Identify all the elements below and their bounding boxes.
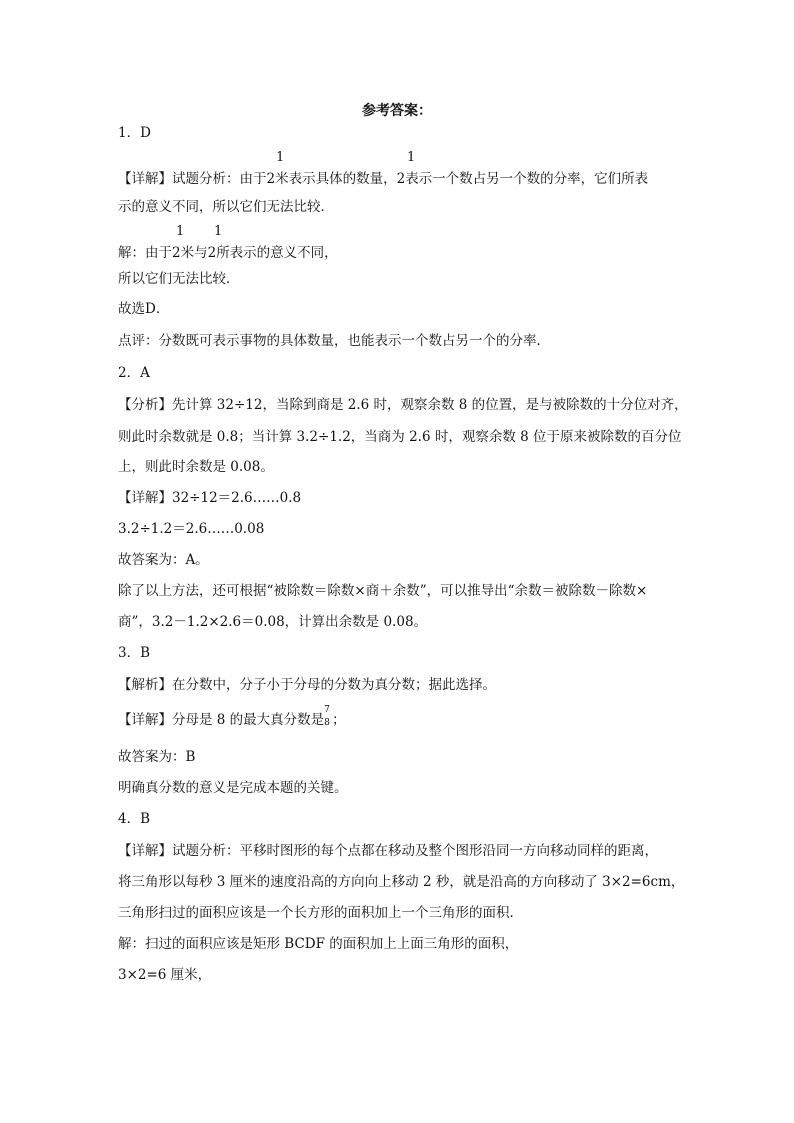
q2-number: 2．A: [118, 365, 150, 381]
q1-seg5: 米与: [180, 245, 208, 261]
answer-title: 参考答案：: [362, 103, 432, 119]
q1-number: 1．D: [118, 125, 151, 141]
q3-analysis: 【解析】在分数中，分子小于分母的分数为真分数；据此选择。: [118, 677, 496, 693]
q4-detail-line2: 将三角形以每秒 3 厘米的速度沿高的方向向上移动 2 秒，就是沿高的方向移动了 3×2=6cm，: [118, 874, 685, 890]
q1-fraction3-denominator: 2: [172, 245, 181, 261]
q1-seg3: 表示一个数占另一个数的分率，它们所表: [405, 171, 649, 187]
q2-analysis-line3: 上，则此时余数是 0.08。: [118, 459, 274, 475]
q1-solution-line1: [118, 244, 338, 262]
q3-fraction: [324, 705, 332, 729]
q1-detail-line1: [118, 170, 648, 188]
q1-seg6: 所表示的意义不同，: [216, 245, 338, 261]
q1-seg2: 米表示具体的数量，: [275, 171, 397, 187]
q2-extra-line1: 除了以上方法，还可根据“被除数＝除数×商＋余数”，可以推导出“余数＝被除数－除数×: [118, 583, 648, 599]
q4-number: 4．B: [118, 811, 151, 827]
q3-note: 明确真分数的意义是完成本题的关键。: [118, 780, 348, 796]
q1-fraction1-numerator: 1: [276, 150, 285, 165]
q3-detail-tail: ；: [332, 712, 346, 728]
q2-extra-line2: 商”，3.2－1.2×2.6＝0.08，计算出余数是 0.08。: [118, 614, 428, 630]
q1-seg4: 解：由于: [118, 245, 172, 261]
q4-detail-line1: 【详解】试题分析：平移时图形的每个点都在移动及整个图形沿同一方向移动同样的距离，: [118, 843, 658, 859]
q4-detail-line3: 三角形扫过的面积应该是一个长方形的面积加上一个三角形的面积．: [118, 905, 523, 921]
q1-fraction4-denominator: 2: [207, 245, 217, 261]
q2-answer: 故答案为：A。: [118, 552, 209, 568]
q1-seg1: 【详解】试题分析：由于: [118, 171, 267, 187]
q4-solution-line1: 解：扫过的面积应该是矩形 BCDF 的面积加上上面三角形的面积，: [118, 936, 519, 952]
q4-solution-line2: 3×2=6 厘米，: [118, 967, 212, 983]
q1-fraction2-numerator: 1: [407, 150, 416, 165]
q1-fraction4-numerator: 1: [214, 224, 223, 239]
q2-detail-line2: 3.2÷1.2＝2.6……0.08: [118, 521, 265, 537]
q1-fraction2-denominator: 2: [396, 171, 406, 187]
q1-detail-line2: 示的意义不同，所以它们无法比较．: [118, 199, 334, 215]
q2-analysis-line1: 【分析】先计算 32÷12，当除到商是 2.6 时，观察余数 8 的位置，是与被除数的十分位对齐，: [118, 397, 688, 413]
q1-fraction1-denominator: 2: [266, 171, 276, 187]
q3-answer: 故答案为：B: [118, 749, 196, 765]
q3-detail: [118, 705, 346, 729]
q1-fraction3-numerator: 1: [176, 224, 185, 239]
q2-analysis-line2: 则此时余数就是 0.8；当计算 3.2÷1.2，当商为 2.6 时，观察余数 8 位于原来被除数的百分位: [118, 429, 682, 445]
q3-fraction-numerator: 7: [324, 705, 330, 715]
q1-solution-line2: 所以它们无法比较．: [118, 271, 240, 287]
q3-fraction-denominator: 8: [324, 718, 330, 728]
q1-comment: 点评：分数既可表示事物的具体数量，也能表示一个数占另一个的分率．: [118, 333, 550, 349]
q1-choice: 故选D．: [118, 301, 170, 317]
q3-detail-text: 【详解】分母是 8 的最大真分数是: [118, 712, 325, 728]
q3-number: 3．B: [118, 645, 151, 661]
q2-detail-line1: 【详解】32÷12＝2.6……0.8: [118, 490, 302, 506]
